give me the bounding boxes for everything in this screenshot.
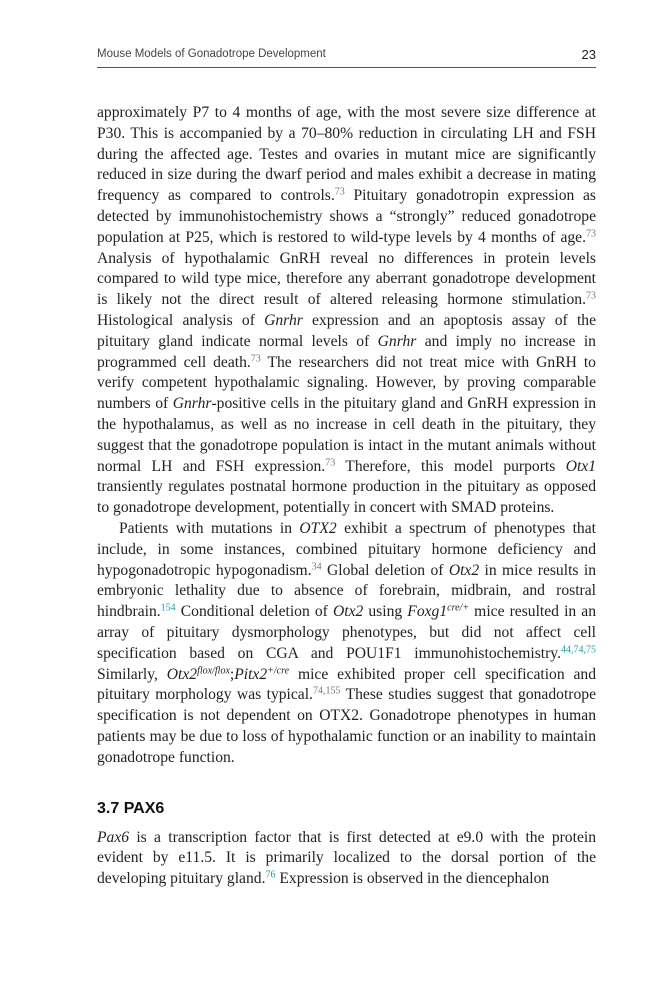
- gene-name: Gnrhr: [172, 395, 212, 413]
- section-heading: 3.7 PAX6: [97, 799, 165, 817]
- gene-name: Gnrhr: [377, 332, 417, 350]
- citation: 73: [586, 228, 596, 240]
- gene-name: Pax6: [97, 828, 130, 846]
- text-run: ;: [229, 665, 235, 683]
- paragraph-pax6: [97, 828, 596, 890]
- text-run: These studies suggest that gonadotrope specification is not dependent on OTX2. Gonadotrope phenotypes in human patients may be due to loss of hypothalamic function or an inability to maintain gonadotrope function.: [97, 686, 596, 766]
- paragraph-otx1-phenotype: [97, 103, 596, 519]
- gene-name: Foxg1: [407, 603, 448, 621]
- text-run: exhibit a spectrum of phenotypes that include, in some instances, combined pituitary hormone deficiency and hypogonadotropic hypogonadism.: [97, 519, 596, 579]
- citation: 73: [334, 186, 345, 198]
- gene-name: Otx1: [565, 457, 596, 475]
- gene-name: Otx2: [332, 603, 364, 621]
- gene-name: Otx2: [166, 665, 198, 683]
- text-run: in mice results in embryonic lethality due to absence of forebrain, midbrain, and rostral hindbrain.: [97, 561, 596, 621]
- text-run: Pituitary gonadotropin expression as detected by immunohistochemistry shows a “strongly” reduced gonadotrope population at P25, which is restored to wild-type levels by 4 months of age.: [97, 187, 596, 246]
- running-title: Mouse Models of Gonadotrope Development: [97, 48, 326, 60]
- text-run: The researchers did not treat mice with GnRH to verify competent hypothalamic signaling. However, by proving comparable numbers of: [97, 353, 596, 413]
- running-header: [97, 46, 596, 68]
- gene-name: Gnrhr: [264, 311, 303, 329]
- text-run: and imply no increase in programmed cell death.: [97, 332, 596, 371]
- text-run: expression and an apoptosis assay of the pituitary gland indicate normal levels of: [97, 311, 596, 350]
- text-run: approximately P7 to 4 months of age, with the most severe size difference at P30. This is accompanied by a 70–80% reduction in circulating LH and FSH during the affected age. Testes and ovaries in mutant mice are significantly reduced in size during the dwarf period and males exhibit a decrease in mating frequency as compared to controls.: [97, 104, 596, 205]
- paragraph-otx2: [97, 519, 596, 769]
- text-run: -positive cells in the pituitary gland and GnRH expression in the hypothalamus, as well as no increase in cell death in the pituitary, they suggest that the gonadotrope population is intact in the mutant animals without normal LH and FSH expression.: [97, 395, 596, 475]
- gene-name: OTX2: [299, 519, 337, 537]
- text-run: using: [363, 603, 408, 621]
- citation: 73: [586, 290, 596, 302]
- citation: 34: [311, 561, 322, 573]
- text-run: is a transcription factor that is first detected at e9.0 with the protein evident by e11.5. It is primarily localized to the dorsal portion of the developing pituitary gland.: [97, 828, 596, 888]
- allele-superscript: cre/+: [447, 602, 470, 614]
- citation: 73: [325, 457, 336, 469]
- gene-name: Otx2: [448, 561, 480, 579]
- citation-link[interactable]: 76: [265, 869, 276, 881]
- text-run: mice resulted in an array of pituitary dysmorphology phenotypes, but did not affect cell specification based on CGA and POU1F1 immunohistochemistry.: [97, 603, 597, 662]
- text-run: Therefore, this model purports: [335, 457, 566, 475]
- text-run: Analysis of hypothalamic GnRH reveal no differences in protein levels compared to wild type mice, therefore any aberrant gonadotrope development is likely not the direct result of altered releasing hormone stimulation.: [97, 249, 596, 309]
- text-run: Patients with mutations in: [119, 519, 300, 537]
- text-run: Similarly,: [97, 665, 167, 683]
- article-body: [97, 103, 596, 890]
- citation-link[interactable]: 44,74,75: [561, 644, 596, 656]
- citation-link[interactable]: 154: [160, 602, 176, 614]
- page-number: 23: [581, 47, 596, 62]
- text-run: Expression is observed in the diencephalon: [275, 870, 550, 888]
- citation: 73: [250, 353, 261, 365]
- allele-superscript: +/cre: [267, 665, 290, 677]
- text-run: Global deletion of: [321, 561, 449, 579]
- text-run: Conditional deletion of: [175, 603, 333, 621]
- allele-superscript: flox/flox: [197, 665, 230, 677]
- gene-name: Pitx2: [234, 665, 268, 683]
- text-run: transiently regulates postnatal hormone production in the pituitary as opposed to gonadotrope development, potentially in concert with SMAD proteins.: [97, 478, 596, 517]
- text-run: Histological analysis of: [97, 311, 265, 329]
- citation: 74,155: [312, 685, 341, 697]
- text-run: mice exhibited proper cell specification and pituitary morphology was typical.: [97, 665, 597, 704]
